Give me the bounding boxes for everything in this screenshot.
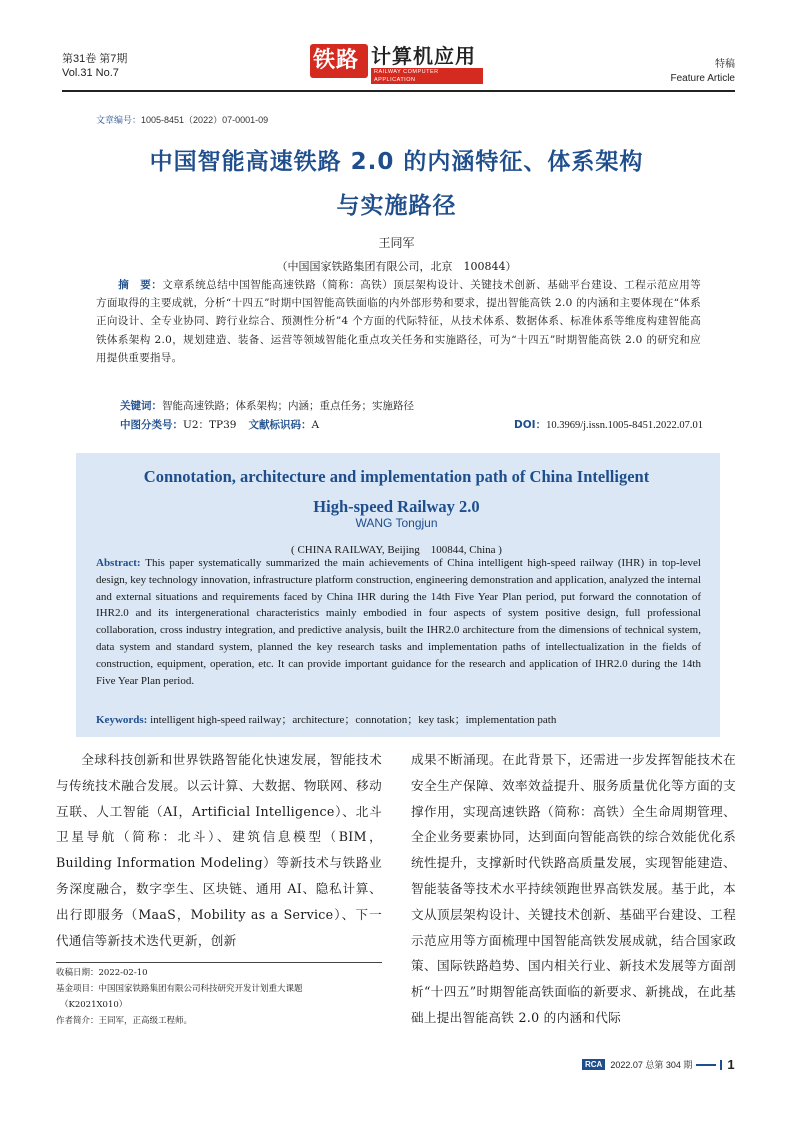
affiliation-cn: （中国国家铁路集团有限公司，北京 100844）: [276, 260, 517, 273]
author-cn: 王同军: [378, 236, 415, 250]
footer-rule: [696, 1064, 716, 1066]
volume-en: Vol.31 No.7: [62, 67, 119, 79]
rca-badge: RCA: [582, 1059, 605, 1070]
page-title-cn: 中国智能高速铁路 2.0 的内涵特征、体系架构 与实施路径: [149, 149, 644, 219]
abstract-en: Abstract: This paper systematically summarized the main achievements of China intelligent high-speed railway (IHR) in top-level design, key technology innovation, infrastructure platform construction, engineering demonstration and application, analyzed the internal and external situations and requirements faced by China IHR during the 14th Five Year Plan period, put forward the connotation of IHR2.0 and its intergenerational characteristics mainly embodied in four aspects of system positive design, full professional collaboration, cross industry integration, and predictive analysis, built the IHR2.0 architecture from the dimensions of technical system, data system and standard system, planned the key research tasks and implementation paths of intellectualization in the fields of construction, equipment, operation, etc. It can provide important guidance for the research and application of IHR2.0 during the 14th Five Year Plan period.: [96, 557, 701, 687]
footnote-fund-code: （K2021X010）: [60, 1000, 128, 1010]
author-en: WANG Tongjun: [355, 516, 438, 530]
footnote-received: 收稿日期：2022-02-10: [56, 968, 148, 978]
keywords-en: Keywords: intelligent high-speed railway；architecture；connotation；key task；implementation path: [96, 714, 557, 726]
journal-title: 计算机应用: [371, 44, 476, 68]
article-type-en: Feature Article: [670, 73, 735, 84]
railway-logo-icon: 铁路: [310, 44, 368, 78]
footnote-fund: 基金项目：中国国家铁路集团有限公司科技研究开发计划重大课题: [56, 984, 303, 994]
volume-cn: 第31卷 第7期: [62, 53, 128, 65]
page-number: 1: [727, 1057, 735, 1072]
footnotes: [56, 965, 386, 1029]
article-type: [671, 58, 735, 86]
body-column-left: 全球科技创新和世界铁路智能化快速发展，智能技术与传统技术融合发展。以云计算、大数据、物联网、移动互联、人工智能（AI，Artificial Intelligence）、北斗卫星导航（简称：北斗）、建筑信息模型（BIM，Building Information Modeling）等新技术与铁路业务深度融合，数字孪生、区块链、通用 AI、隐私计算、出行即服务（MaaS，Mobility as a Service）、下一代通信等新技术迭代更新，创新: [56, 752, 382, 948]
keywords-cn: 关键词：智能高速铁路；体系架构；内涵；重点任务；实施路径: [120, 400, 414, 412]
article-type-cn: 特稿: [715, 59, 735, 70]
abstract-cn: 摘 要：文章系统总结中国智能高速铁路（简称：高铁）顶层架构设计、关键技术创新、基础平台建设、工程示范应用等方面取得的主要成就，分析“十四五”时期中国智能高铁面临的内外部形势和要求，提出智能高铁 2.0 的内涵和主要体现在“体系正向设计、全专业协同、跨行业综合、预测性分析”4 个方面的代际特征，从技术体系、数据体系、标准体系等维度构建智能高铁体系架构 2.0，规划建造、装备、运营等领域智能化重点攻关任务和实施路径，可为“十四五”时期智能高铁 2.0 的研究和应用提供重要指导。: [96, 279, 701, 364]
page-title-en: Connotation, architecture and implementation path of China Intelligent High-speed Railway 2.0: [143, 467, 650, 516]
affiliation-en: ( CHINA RAILWAY, Beijing 100844, China ): [291, 544, 502, 556]
classification-row: 中图分类号：U2：TP39 文献标识码：A DOI：10.3969/j.issn.1005-8451.2022.07.01: [120, 419, 703, 431]
footnote-author: 作者简介：王同军，正高级工程师。: [56, 1016, 193, 1026]
journal-volume: [62, 52, 127, 80]
journal-logo: [310, 44, 483, 83]
journal-title-en: RAILWAY COMPUTER APPLICATION: [371, 68, 483, 84]
body-column-right: 成果不断涌现。在此背景下，还需进一步发挥智能技术在安全生产保障、效率效益提升、服务质量优化等方面的支撑作用，实现高速铁路（简称：高铁）全生命周期管理、全企业务要素协同，达到面向智能高铁的综合效能优化系统性提升，支撑新时代铁路高质量发展，实现智能建造、智能装备等技术水平持续领跑世界高铁发展。基于此，本文从顶层架构设计、关键技术创新、基础平台建设、工程示范应用等方面梳理中国智能高铁发展成就，结合国家政策、国际铁路趋势、国内相关行业、新技术发展等方面剖析“十四五”时期智能高铁面临的新要求、新挑战，在此基础上提出智能高铁 2.0 的内涵和代际: [411, 752, 736, 1025]
header-divider: [62, 90, 735, 92]
page-footer: [582, 1057, 735, 1072]
doc-number: 文章编号：1005-8451（2022）07-0001-09: [96, 115, 269, 125]
footer-issue: 2022.07 总第 304 期: [610, 1060, 693, 1070]
footnote-divider: [56, 962, 382, 963]
footer-tick: [720, 1060, 722, 1070]
